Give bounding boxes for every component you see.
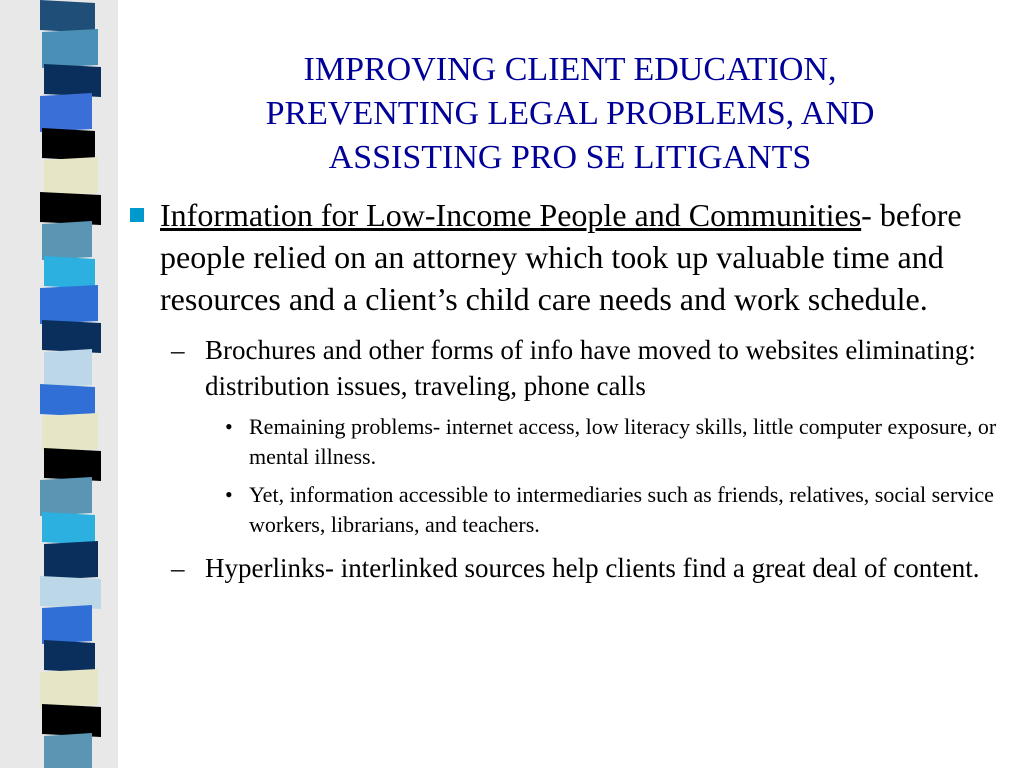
sub-bullet-item [118, 332, 1008, 404]
strip-block [44, 64, 101, 97]
sub-sub-bullet-text: Remaining problems- internet access, low literacy skills, little computer exposure, or mental illness. [249, 414, 997, 469]
slide-title [190, 48, 950, 180]
square-bullet-icon [130, 208, 144, 222]
sub-bullet-text: Hyperlinks- interlinked sources help clients find a great deal of content. [205, 553, 980, 583]
decorative-strip-graphic [0, 0, 118, 768]
strip-block [40, 0, 95, 33]
sub-sub-bullet-item [118, 412, 1008, 472]
main-bullet-text: - before people relied on an attorney which took up valuable time and resources and a client’s child care needs and work schedule. [160, 197, 962, 317]
slide-body [118, 194, 1008, 586]
strip-block [44, 448, 101, 481]
decorative-strip [0, 0, 118, 768]
strip-block [42, 413, 98, 452]
strip-block [40, 285, 98, 324]
title-line-3: ASSISTING PRO SE LITIGANTS [328, 139, 812, 176]
title-line-2: PREVENTING LEGAL PROBLEMS, AND [265, 95, 875, 132]
sub-sub-bullet-text: Yet, information accessible to intermediaries such as friends, relatives, social service workers, librarians, and teachers. [249, 482, 994, 537]
strip-block [44, 157, 98, 196]
strip-block [42, 605, 92, 644]
strip-block [40, 576, 101, 609]
sub-bullet-item [118, 550, 1008, 586]
strip-block [44, 256, 95, 289]
strip-block [40, 192, 101, 225]
main-bullet-item [118, 194, 1008, 320]
dot-bullet-icon: • [225, 414, 233, 439]
strip-block [40, 477, 92, 516]
strip-block [42, 704, 101, 737]
strip-block [40, 669, 98, 708]
strip-block [40, 384, 95, 417]
strip-block [44, 541, 98, 580]
sub-bullet-text: Brochures and other forms of info have moved to websites eliminating: distribution issues, traveling, phone calls [205, 335, 976, 401]
title-line-1: IMPROVING CLIENT EDUCATION, [303, 51, 837, 88]
strip-block [42, 320, 101, 353]
strip-block [44, 349, 92, 388]
strip-block [42, 29, 98, 68]
strip-block [44, 640, 95, 673]
strip-block [42, 221, 92, 260]
sub-sub-bullet-item [118, 480, 1008, 540]
strip-block [40, 93, 92, 132]
strip-block [42, 512, 95, 545]
strip-block [44, 733, 92, 768]
dash-bullet-icon: – [171, 553, 185, 583]
strip-block [42, 128, 95, 161]
main-bullet-heading: Information for Low-Income People and Communities [160, 197, 862, 233]
dot-bullet-icon: • [225, 482, 233, 507]
dash-bullet-icon: – [171, 335, 185, 365]
